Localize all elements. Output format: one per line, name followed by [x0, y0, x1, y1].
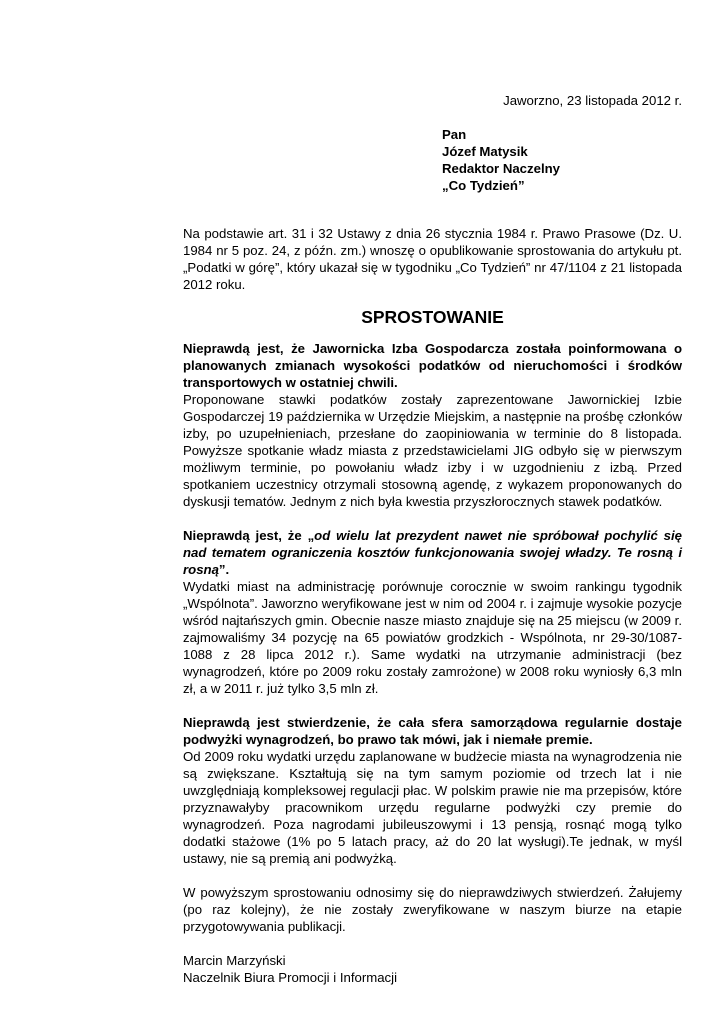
letter-body	[183, 225, 682, 986]
signature-name: Marcin Marzyński	[183, 953, 286, 968]
signature-title: Naczelnik Biura Promocji i Informacji	[183, 970, 397, 985]
section-3-body: Od 2009 roku wydatki urzędu zaplanowane w budżecie miasta na wynagrodzenia nie są zwiększane. Kształtują się na tym samym poziomie od trzech lat i nie uwzględniają kompleksowej regulacji płac. W polskim prawie nie ma przepisów, które przyznawałyby pracownikom urzędu regularne podwyżki czy premie do wynagrodzeń. Poza nagrodami jubileuszowymi i 13 pensją, rosnąć mogą tylko dodatki stażowe (1% po 5 latach pracy, aż do 20 lat wysługi).Te jednak, w myśl ustawy, nie są premią ani podwyżką.	[183, 749, 682, 866]
correction-section-2	[183, 527, 682, 697]
addressee-block	[442, 126, 560, 194]
signature-block	[183, 952, 682, 986]
intro-paragraph: Na podstawie art. 31 i 32 Ustawy z dnia 26 stycznia 1984 r. Prawo Prasowe (Dz. U. 1984 nr 5 poz. 24, z późn. zm.) wnoszę o opublikowanie sprostowania do artykułu pt. „Podatki w górę”, który ukazał się w tygodniku „Co Tydzień” nr 47/1104 z 21 listopada 2012 roku.	[183, 226, 682, 292]
section-1-lead: Nieprawdą jest, że Jawornicka Izba Gospodarcza została poinformowana o planowanych zmianach wysokości podatków od nieruchomości i środków transportowych w ostatniej chwili.	[183, 341, 682, 390]
section-2-lead-prefix: Nieprawdą jest, że „	[183, 528, 315, 543]
date-line: Jaworzno, 23 listopada 2012 r.	[503, 93, 682, 108]
document-heading: SPROSTOWANIE	[361, 307, 504, 327]
section-3-lead: Nieprawdą jest stwierdzenie, że cała sfera samorządowa regularnie dostaje podwyżki wynagrodzeń, bo prawo tak mówi, jak i niemałe premie.	[183, 715, 682, 747]
section-2-lead-suffix: ”.	[218, 562, 230, 577]
closing-paragraph: W powyższym sprostowaniu odnosimy się do nieprawdziwych stwierdzeń. Żałujemy (po raz kolejny), że nie zostały zweryfikowane w naszym biurze na etapie przygotowywania publikacji.	[183, 885, 682, 934]
section-2-lead-quote: od wielu lat prezydent nawet nie spróbował pochylić się nad tematem ograniczenia kosztów funkcjonowania swojej władzy. Te rosną i rosną	[183, 528, 682, 577]
section-2-lead	[183, 527, 682, 578]
addressee-name: Józef Matysik	[442, 144, 528, 159]
section-1-body: Proponowane stawki podatków zostały zaprezentowane Jawornickiej Izbie Gospodarczej 19 października w Urzędzie Miejskim, a następnie na prośbę członków izby, po uzupełnieniach, przesłane do zaopiniowania w terminie do 8 listopada. Powyższe spotkanie władz miasta z przedstawicielami JIG odbyło się w pierwszym możliwym terminie, po powołaniu władz izby i w uzgodnieniu z izbą. Przed spotkaniem uczestnicy otrzymali stosowną agendę, z wykazem proponowanych do dyskusji tematów. Jednym z nich była kwestia przyszłorocznych stawek podatków.	[183, 392, 682, 509]
section-2-body: Wydatki miast na administrację porównuje corocznie w swoim rankingu tygodnik „Wspólnota”. Jaworzno weryfikowane jest w nim od 2004 r. i zajmuje wysokie pozycje wśród najtańszych gmin. Obecnie nasze miasto znajduje się na 25 miejscu (w 2009 r. zajmowaliśmy 34 pozycję na 65 powiatów grodzkich - Wspólnota, nr 29-30/1087-1088 z 28 lipca 2012 r.). Same wydatki na utrzymanie administracji (bez wynagrodzeń, które po 2009 roku zostały zamrożone) w 2008 roku wyniosły 6,3 mln zł, a w 2011 r. już tylko 3,5 mln zł.	[183, 579, 682, 696]
correction-section-3	[183, 714, 682, 867]
addressee-position: Redaktor Naczelny	[442, 161, 560, 176]
addressee-salutation: Pan	[442, 127, 467, 142]
closing-section	[183, 884, 682, 935]
addressee-publication: „Co Tydzień”	[442, 178, 525, 193]
correction-section-1	[183, 340, 682, 510]
